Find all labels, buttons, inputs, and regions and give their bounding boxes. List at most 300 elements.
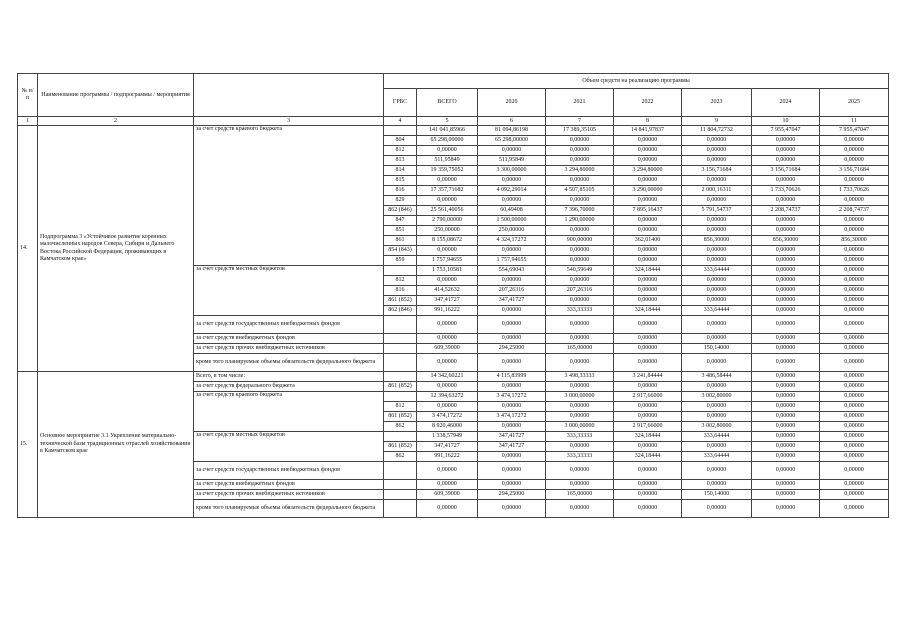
- grbs-code: 813: [384, 156, 417, 166]
- total-value: 0,00000: [417, 176, 478, 186]
- year-value: 3 002,80000: [682, 392, 752, 402]
- year-value: 856,30000: [752, 236, 820, 246]
- year-value: 0,00000: [820, 392, 889, 402]
- year-value: 14 841,97837: [614, 126, 682, 136]
- year-value: 0,00000: [752, 344, 820, 354]
- year-value: 0,00000: [820, 412, 889, 422]
- year-value: 554,69043: [478, 266, 546, 276]
- year-value: 3 498,33333: [546, 372, 614, 382]
- year-value: 3 241,84444: [614, 372, 682, 382]
- year-value: 2 000,16311: [682, 186, 752, 196]
- year-value: 0,00000: [752, 176, 820, 186]
- funding-source: Всего, в том числе:: [194, 372, 384, 382]
- year-value: 0,00000: [478, 480, 546, 490]
- year-value: 0,00000: [614, 176, 682, 186]
- year-value: 0,00000: [478, 196, 546, 206]
- grbs-code: 815: [384, 176, 417, 186]
- year-value: 0,00000: [820, 344, 889, 354]
- year-value: 294,25000: [478, 344, 546, 354]
- year-value: 7 955,47047: [820, 126, 889, 136]
- year-value: 0,00000: [820, 256, 889, 266]
- total-value: 347,41727: [417, 296, 478, 306]
- year-value: 3 294,80000: [546, 166, 614, 176]
- total-value: 0,00000: [417, 354, 478, 372]
- year-value: 0,00000: [820, 372, 889, 382]
- year-value: 3 000,00000: [546, 422, 614, 432]
- year-value: 0,00000: [546, 334, 614, 344]
- year-value: 0,00000: [752, 372, 820, 382]
- total-value: 2 790,00000: [417, 216, 478, 226]
- year-value: 250,00000: [478, 226, 546, 236]
- year-value: 0,00000: [752, 226, 820, 236]
- year-value: 0,00000: [820, 402, 889, 412]
- year-value: 0,00000: [752, 412, 820, 422]
- total-value: 1 757,94655: [417, 256, 478, 266]
- year-value: 3 474,17272: [478, 412, 546, 422]
- year-value: 0,00000: [614, 256, 682, 266]
- year-value: 0,00000: [682, 296, 752, 306]
- year-value: 0,00000: [546, 316, 614, 334]
- year-value: 0,00000: [820, 176, 889, 186]
- year-value: 0,00000: [478, 382, 546, 392]
- total-value: 0,00000: [417, 382, 478, 392]
- year-value: 856,30000: [682, 236, 752, 246]
- year-value: 0,00000: [820, 246, 889, 256]
- year-value: 0,00000: [614, 462, 682, 480]
- col-number-header: № п/п: [18, 74, 38, 117]
- year-value: 0,00000: [546, 402, 614, 412]
- year-value: 0,00000: [478, 316, 546, 334]
- year-value: 4 324,17272: [478, 236, 546, 246]
- year-value: 0,00000: [682, 412, 752, 422]
- year-value: 11 804,72732: [682, 126, 752, 136]
- year-value: 0,00000: [614, 344, 682, 354]
- col-year-header: 2021: [546, 89, 614, 117]
- year-value: 60,49408: [478, 206, 546, 216]
- col-year-header: 2024: [752, 89, 820, 117]
- grbs-code: 861: [384, 236, 417, 246]
- total-value: 0,00000: [417, 500, 478, 518]
- col-year-header: 2022: [614, 89, 682, 117]
- grbs-code: 861 (852): [384, 296, 417, 306]
- year-value: 0,00000: [752, 156, 820, 166]
- year-value: 0,00000: [820, 156, 889, 166]
- year-value: 0,00000: [546, 442, 614, 452]
- year-value: 0,00000: [546, 256, 614, 266]
- year-value: 0,00000: [546, 412, 614, 422]
- year-value: 0,00000: [752, 246, 820, 256]
- year-value: 0,00000: [614, 246, 682, 256]
- year-value: 0,00000: [820, 480, 889, 490]
- grbs-code: 814: [384, 166, 417, 176]
- year-value: 0,00000: [546, 246, 614, 256]
- year-value: 0,00000: [752, 462, 820, 480]
- year-value: 0,00000: [614, 354, 682, 372]
- grbs-code: 812: [384, 402, 417, 412]
- year-value: 0,00000: [682, 442, 752, 452]
- grbs-code: 861 (852): [384, 412, 417, 422]
- total-value: 414,52632: [417, 286, 478, 296]
- col-index: 6: [478, 117, 546, 126]
- total-value: 25 561,40056: [417, 206, 478, 216]
- col-year-header: 2025: [820, 89, 889, 117]
- col-index: 8: [614, 117, 682, 126]
- year-value: 0,00000: [682, 286, 752, 296]
- year-value: 0,00000: [752, 354, 820, 372]
- year-value: 0,00000: [546, 276, 614, 286]
- year-value: 324,18444: [614, 432, 682, 442]
- funding-source: за счет средств прочих внебюджетных источников: [194, 344, 384, 354]
- year-value: 0,00000: [752, 316, 820, 334]
- year-value: 0,00000: [614, 156, 682, 166]
- total-value: 0,00000: [417, 276, 478, 286]
- year-value: 0,00000: [820, 276, 889, 286]
- year-value: 1 500,00000: [478, 216, 546, 226]
- year-value: 7 396,70000: [546, 206, 614, 216]
- year-value: 0,00000: [614, 442, 682, 452]
- year-value: 0,00000: [752, 146, 820, 156]
- year-value: 7 895,16437: [614, 206, 682, 216]
- year-value: 2 208,74737: [820, 206, 889, 216]
- year-value: 3 294,80000: [614, 166, 682, 176]
- grbs-code: [384, 490, 417, 500]
- total-value: 0,00000: [417, 246, 478, 256]
- year-value: 0,00000: [752, 452, 820, 462]
- year-value: 0,00000: [546, 196, 614, 206]
- year-value: 0,00000: [820, 500, 889, 518]
- year-value: 900,00000: [546, 236, 614, 246]
- year-value: 0,00000: [752, 286, 820, 296]
- grbs-code: [384, 334, 417, 344]
- table-row: [18, 372, 889, 382]
- year-value: 0,00000: [820, 422, 889, 432]
- year-value: 324,18444: [614, 266, 682, 276]
- year-value: 0,00000: [752, 402, 820, 412]
- year-value: 0,00000: [546, 146, 614, 156]
- year-value: 4 092,29014: [478, 186, 546, 196]
- year-value: 0,00000: [478, 422, 546, 432]
- total-value: 65 298,00000: [417, 136, 478, 146]
- year-value: 0,00000: [752, 392, 820, 402]
- total-value: 609,39000: [417, 344, 478, 354]
- year-value: 856,30000: [820, 236, 889, 246]
- funding-source: за счет средств прочих внебюджетных источников: [194, 490, 384, 500]
- grbs-code: 812: [384, 276, 417, 286]
- year-value: 0,00000: [682, 156, 752, 166]
- col-index: 3: [194, 117, 384, 126]
- row-number: 15.: [18, 372, 38, 518]
- year-value: 5 791,54737: [682, 206, 752, 216]
- year-value: 0,00000: [614, 226, 682, 236]
- grbs-code: 804: [384, 136, 417, 146]
- year-value: 0,00000: [752, 256, 820, 266]
- year-value: 0,00000: [752, 136, 820, 146]
- year-value: 0,00000: [478, 402, 546, 412]
- year-value: 0,00000: [820, 266, 889, 276]
- year-value: 0,00000: [820, 226, 889, 236]
- year-value: 0,00000: [820, 354, 889, 372]
- year-value: 2 917,66000: [614, 422, 682, 432]
- total-value: 250,00000: [417, 226, 478, 236]
- col-year-header: 2020: [478, 89, 546, 117]
- total-value: 8 920,46000: [417, 422, 478, 432]
- year-value: 0,00000: [820, 452, 889, 462]
- funding-source: за счет средств местных бюджетов: [194, 266, 384, 316]
- funding-source: за счет средств государственных внебюджетных фондов: [194, 462, 384, 480]
- year-value: 0,00000: [478, 176, 546, 186]
- total-value: 19 359,75052: [417, 166, 478, 176]
- year-value: 511,95849: [478, 156, 546, 166]
- year-value: 0,00000: [682, 256, 752, 266]
- year-value: 0,00000: [478, 354, 546, 372]
- grbs-code: 812: [384, 146, 417, 156]
- year-value: 540,59649: [546, 266, 614, 276]
- year-value: 0,00000: [752, 266, 820, 276]
- year-value: 0,00000: [682, 136, 752, 146]
- total-value: 0,00000: [417, 462, 478, 480]
- grbs-code: 829: [384, 196, 417, 206]
- total-value: 12 394,63272: [417, 392, 478, 402]
- year-value: 333,64444: [682, 452, 752, 462]
- year-value: 0,00000: [820, 490, 889, 500]
- grbs-code: 854 (843): [384, 246, 417, 256]
- grbs-code: 862: [384, 422, 417, 432]
- grbs-code: [384, 266, 417, 276]
- year-value: 0,00000: [478, 452, 546, 462]
- year-value: 3 290,00000: [614, 186, 682, 196]
- total-value: 609,39000: [417, 490, 478, 500]
- year-value: 1 290,00000: [546, 216, 614, 226]
- grbs-code: [384, 316, 417, 334]
- year-value: 294,25000: [478, 490, 546, 500]
- grbs-code: 862 (846): [384, 306, 417, 316]
- year-value: 333,64444: [682, 432, 752, 442]
- year-value: 3 474,17272: [478, 392, 546, 402]
- year-value: 347,41727: [478, 442, 546, 452]
- year-value: 1 757,94655: [478, 256, 546, 266]
- year-value: 0,00000: [682, 500, 752, 518]
- year-value: 0,00000: [820, 296, 889, 306]
- year-value: 207,26316: [478, 286, 546, 296]
- year-value: 0,00000: [546, 296, 614, 306]
- year-value: 0,00000: [546, 500, 614, 518]
- col-index: 5: [417, 117, 478, 126]
- year-value: 0,00000: [820, 136, 889, 146]
- grbs-code: [384, 344, 417, 354]
- grbs-code: 816: [384, 286, 417, 296]
- total-value: 0,00000: [417, 316, 478, 334]
- total-value: 1 753,10581: [417, 266, 478, 276]
- budget-document: [17, 73, 888, 518]
- program-name: Подпрограмма 3 «Устойчивое развитие коренных малочисленных народов Севера, Сибири и Дальнего Востока Российской Федерации, проживающих в Камчатском крае»: [38, 126, 194, 372]
- total-value: 0,00000: [417, 402, 478, 412]
- year-value: 0,00000: [820, 432, 889, 442]
- year-value: 0,00000: [752, 216, 820, 226]
- year-value: 333,33333: [546, 452, 614, 462]
- year-value: 0,00000: [682, 226, 752, 236]
- grbs-code: 847: [384, 216, 417, 226]
- volume-header: Объем средств на реализацию программы: [384, 74, 889, 89]
- grbs-code: [384, 354, 417, 372]
- year-value: 0,00000: [752, 382, 820, 392]
- row-number: 14.: [18, 126, 38, 372]
- funding-source: за счет средств местных бюджетов: [194, 432, 384, 462]
- grbs-code: 816: [384, 186, 417, 196]
- year-value: 65 298,00000: [478, 136, 546, 146]
- table-row: [18, 126, 889, 136]
- grbs-code: 862: [384, 452, 417, 462]
- grbs-code: [384, 432, 417, 442]
- col-source-header: [194, 74, 384, 117]
- col-index: 10: [752, 117, 820, 126]
- year-value: 0,00000: [752, 276, 820, 286]
- col-grbs-header: ГРБС: [384, 89, 417, 117]
- funding-source: за счет средств государственных внебюджетных фондов: [194, 316, 384, 334]
- year-value: 0,00000: [682, 216, 752, 226]
- year-value: 1 733,70626: [752, 186, 820, 196]
- col-index: 4: [384, 117, 417, 126]
- year-value: 347,41727: [478, 296, 546, 306]
- funding-source: кроме того планируемые объемы обязательств федерального бюджета: [194, 500, 384, 518]
- col-index: 9: [682, 117, 752, 126]
- year-value: 0,00000: [614, 146, 682, 156]
- year-value: 3 156,71684: [752, 166, 820, 176]
- year-value: 324,18444: [614, 306, 682, 316]
- year-value: 362,01400: [614, 236, 682, 246]
- grbs-code: [384, 392, 417, 402]
- year-value: 0,00000: [820, 146, 889, 156]
- year-value: 0,00000: [546, 136, 614, 146]
- year-value: 0,00000: [614, 490, 682, 500]
- grbs-code: 859: [384, 256, 417, 266]
- year-value: 0,00000: [752, 500, 820, 518]
- year-value: 0,00000: [546, 354, 614, 372]
- grbs-code: [384, 126, 417, 136]
- total-value: 511,95849: [417, 156, 478, 166]
- funding-source: кроме того планируемые объемы обязательств федерального бюджета: [194, 354, 384, 372]
- funding-source: за счет средств федерального бюджета: [194, 382, 384, 392]
- year-value: 0,00000: [820, 442, 889, 452]
- col-total-header: ВСЕГО: [417, 89, 478, 117]
- total-value: 14 342,60221: [417, 372, 478, 382]
- year-value: 347,41727: [478, 432, 546, 442]
- year-value: 0,00000: [478, 276, 546, 286]
- year-value: 0,00000: [682, 246, 752, 256]
- total-value: 1 338,57949: [417, 432, 478, 442]
- total-value: 141 041,85966: [417, 126, 478, 136]
- year-value: 0,00000: [682, 196, 752, 206]
- year-value: 4 507,85105: [546, 186, 614, 196]
- grbs-code: 851: [384, 226, 417, 236]
- total-value: 0,00000: [417, 334, 478, 344]
- col-year-header: 2023: [682, 89, 752, 117]
- year-value: 0,00000: [614, 276, 682, 286]
- year-value: 0,00000: [752, 432, 820, 442]
- year-value: 3 156,71684: [682, 166, 752, 176]
- year-value: 0,00000: [478, 334, 546, 344]
- year-value: 0,00000: [752, 296, 820, 306]
- year-value: 0,00000: [546, 176, 614, 186]
- year-value: 0,00000: [682, 480, 752, 490]
- year-value: 165,00000: [546, 344, 614, 354]
- col-index: 1: [18, 117, 38, 126]
- funding-source: за счет средств краевого бюджета: [194, 126, 384, 266]
- total-value: 0,00000: [417, 146, 478, 156]
- funding-source: за счет средств краевого бюджета: [194, 392, 384, 432]
- year-value: 0,00000: [478, 146, 546, 156]
- year-value: 0,00000: [752, 480, 820, 490]
- year-value: 3 000,00000: [546, 392, 614, 402]
- grbs-code: 862 (846): [384, 206, 417, 216]
- year-value: 150,14000: [682, 490, 752, 500]
- year-value: 0,00000: [820, 462, 889, 480]
- year-value: 2 917,66000: [614, 392, 682, 402]
- year-value: 0,00000: [752, 306, 820, 316]
- year-value: 0,00000: [614, 286, 682, 296]
- grbs-code: [384, 372, 417, 382]
- year-value: 7 955,47047: [752, 126, 820, 136]
- grbs-code: 861 (852): [384, 382, 417, 392]
- total-value: 3 474,17272: [417, 412, 478, 422]
- year-value: 0,00000: [752, 442, 820, 452]
- program-name: Основное мероприятие 3.1 Укрепление материально-технической базы традиционных отраслей хозяйствования в Камчатском крае: [38, 372, 194, 518]
- year-value: 150,14000: [682, 344, 752, 354]
- year-value: 0,00000: [752, 490, 820, 500]
- year-value: 1 733,70626: [820, 186, 889, 196]
- year-value: 0,00000: [546, 382, 614, 392]
- year-value: 207,26316: [546, 286, 614, 296]
- funding-source: за счет средств внебюджетных фондов: [194, 480, 384, 490]
- year-value: 0,00000: [752, 196, 820, 206]
- year-value: 0,00000: [820, 306, 889, 316]
- year-value: 0,00000: [614, 216, 682, 226]
- year-value: 0,00000: [614, 196, 682, 206]
- year-value: 3 300,00000: [478, 166, 546, 176]
- year-value: 2 208,74737: [752, 206, 820, 216]
- year-value: 0,00000: [682, 276, 752, 286]
- funding-source: за счет средств внебюджетных фондов: [194, 334, 384, 344]
- year-value: 333,64444: [682, 266, 752, 276]
- year-value: 0,00000: [614, 136, 682, 146]
- year-value: 165,00000: [546, 490, 614, 500]
- year-value: 333,33333: [546, 306, 614, 316]
- year-value: 0,00000: [478, 500, 546, 518]
- year-value: 0,00000: [614, 500, 682, 518]
- year-value: 324,18444: [614, 452, 682, 462]
- year-value: 0,00000: [614, 382, 682, 392]
- total-value: 347,41727: [417, 442, 478, 452]
- year-value: 0,00000: [682, 146, 752, 156]
- year-value: 0,00000: [546, 226, 614, 236]
- year-value: 3 002,80000: [682, 422, 752, 432]
- year-value: 0,00000: [546, 480, 614, 490]
- year-value: 3 486,58444: [682, 372, 752, 382]
- year-value: 0,00000: [820, 286, 889, 296]
- year-value: 0,00000: [752, 422, 820, 432]
- total-value: 0,00000: [417, 480, 478, 490]
- grbs-code: 861 (852): [384, 442, 417, 452]
- year-value: 0,00000: [546, 156, 614, 166]
- year-value: 0,00000: [682, 402, 752, 412]
- year-value: 0,00000: [820, 196, 889, 206]
- year-value: 0,00000: [820, 216, 889, 226]
- year-value: 0,00000: [614, 334, 682, 344]
- year-value: 0,00000: [614, 402, 682, 412]
- year-value: 17 389,35105: [546, 126, 614, 136]
- total-value: 991,16222: [417, 306, 478, 316]
- year-value: 333,64444: [682, 306, 752, 316]
- year-value: 0,00000: [682, 176, 752, 186]
